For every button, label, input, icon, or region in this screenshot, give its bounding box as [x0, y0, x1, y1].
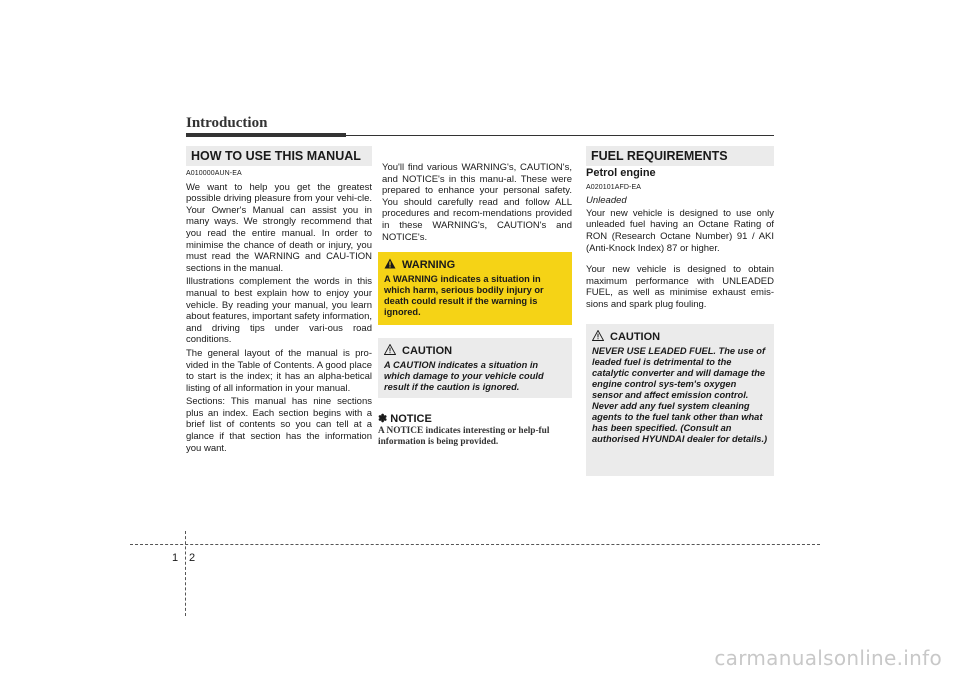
- section-code: A010000AUN-EA: [186, 170, 242, 177]
- right-column: [586, 168, 774, 313]
- page-number: 2: [189, 552, 196, 564]
- paragraph: Your new vehicle is designed to obtain maximum performance with UNLEADED FUEL, as well as minimise exhaust emis-sions and spark plug fouling.: [586, 264, 774, 310]
- footer-rule-vertical: [185, 531, 186, 616]
- warning-label: WARNING: [402, 258, 456, 271]
- caution-triangle-icon: [592, 330, 604, 344]
- section-banner-how-to-use: [186, 146, 372, 166]
- paragraph: Your new vehicle is designed to use only unleaded fuel having an Octane Rating of RON (Research Octane Number) 91 / AKI (Anti-Knock Index) 87 or higher.: [586, 207, 774, 254]
- caution-box-fuel: [586, 324, 774, 476]
- caution-header: [384, 344, 566, 358]
- caution-label: CAUTION: [610, 330, 661, 343]
- paragraph: Illustrations complement the words in this manual to best explain how to enjoy your vehicle. By reading your manual, you learn about features, important safety information, and driving tips under vari-ous road conditions.: [186, 276, 372, 346]
- section-title: HOW TO USE THIS MANUAL: [191, 149, 361, 163]
- notice-text: A NOTICE indicates interesting or help-ful information is being provided.: [378, 426, 550, 447]
- watermark: carmanualsonline.info: [714, 646, 942, 670]
- paragraph: We want to help you get the greatest possible driving pleasure from your vehi-cle. Your Owner's Manual can assist you in many ways. We strongly recommend that you read the entire manual. In order to minimise the chance of death or injury, you must read the WARNING and CAU-TION sections in the manual.: [186, 181, 372, 274]
- paragraph: Sections: This manual has nine sections plus an index. Each section begins with a brief list of contents so you can tell at a glance if that section has the information you want.: [186, 396, 372, 454]
- chapter-number: 1: [172, 552, 179, 564]
- warning-header: [384, 258, 566, 272]
- warning-box: [378, 252, 572, 325]
- caution-header: [592, 330, 768, 344]
- caution-text: NEVER USE LEADED FUEL. The use of leaded fuel is detrimental to the catalytic converter and will damage the engine control sys-tem's oxygen sensor and affect emission control.: [592, 346, 766, 400]
- italic-label: Unleaded: [586, 195, 627, 207]
- footer-rule-horizontal: [130, 544, 820, 545]
- caution-box-general: [378, 338, 572, 398]
- middle-column: [382, 162, 572, 245]
- sub-heading: Petrol engine: [586, 167, 656, 179]
- caution-triangle-icon: [384, 344, 396, 358]
- paragraph: The general layout of the manual is pro-vided in the Table of Contents. A good place to start is the index; it has an alpha-betical listing of all information in your manual.: [186, 347, 372, 394]
- caution-text: Never add any fuel system cleaning agents to the fuel tank other than what has been specified. (Consult an authorised HYUNDAI dealer for details.): [592, 401, 768, 444]
- notice-label: ✽ NOTICE: [378, 413, 432, 425]
- warning-text: A WARNING indicates a situation in which harm, serious bodily injury or death could result if the warning is ignored.: [384, 274, 544, 317]
- section-banner-fuel: [586, 146, 774, 166]
- left-column: [186, 168, 372, 456]
- notice-block: [378, 412, 572, 448]
- section-title: FUEL REQUIREMENTS: [591, 149, 728, 163]
- caution-label: CAUTION: [402, 344, 453, 357]
- intro-paragraph: You'll find various WARNING's, CAUTION's, and NOTICE's in this manu-al. These were prepared to enhance your personal safety. You should carefully read and follow ALL procedures and recom-mendations provided in these WARNING's, CAUTION's and NOTICE's.: [382, 162, 572, 243]
- header-rule-thin: [346, 135, 774, 136]
- header-rule-thick: [186, 133, 346, 137]
- header-title: Introduction: [186, 115, 268, 131]
- section-code: A020101AFD-EA: [586, 183, 641, 191]
- warning-triangle-icon: [384, 258, 396, 272]
- caution-text: A CAUTION indicates a situation in which damage to your vehicle could result if the caution is ignored.: [384, 360, 544, 392]
